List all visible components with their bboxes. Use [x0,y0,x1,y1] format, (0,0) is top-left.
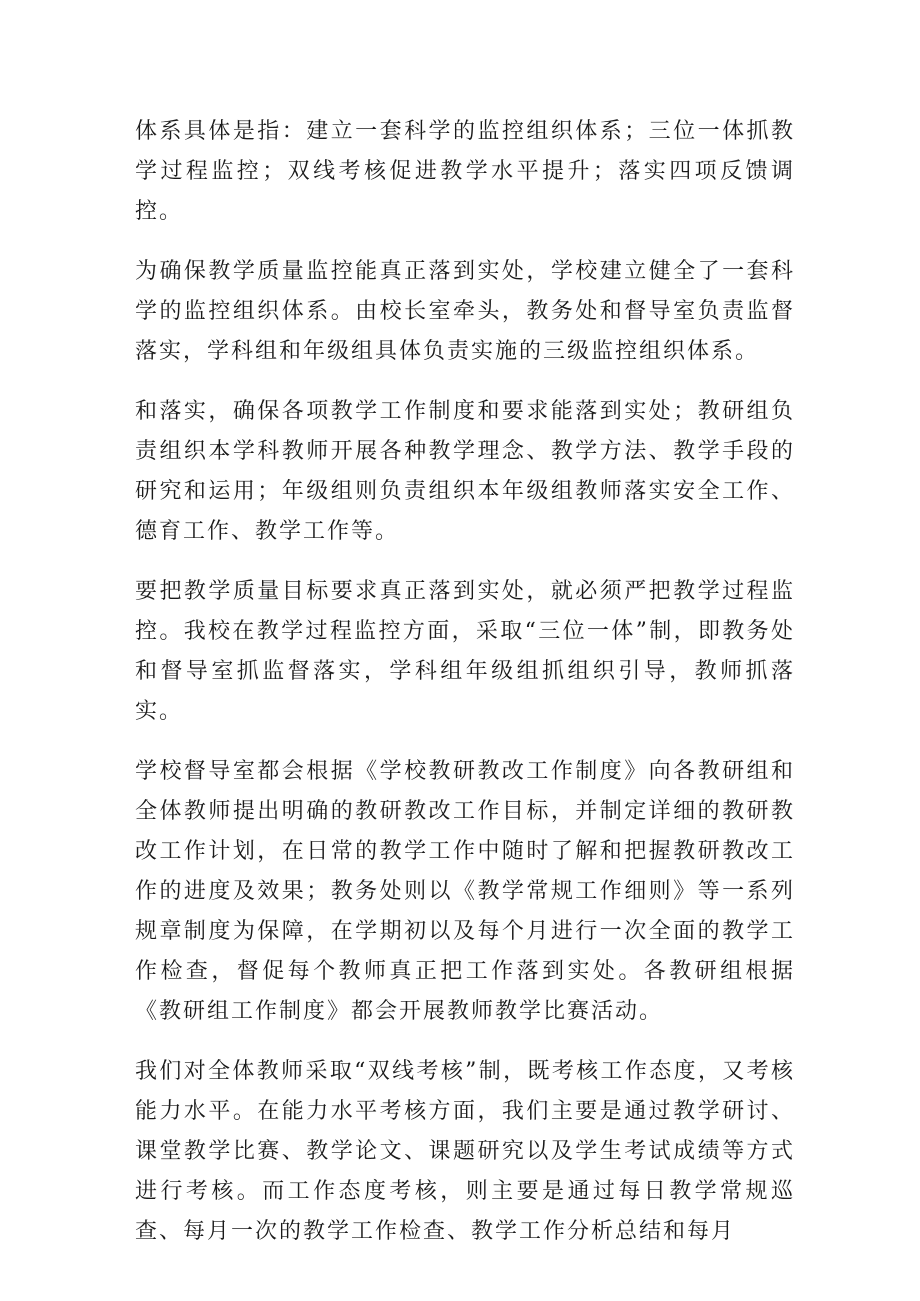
paragraph-3: 和落实，确保各项教学工作制度和要求能落到实处；教研组负责组织本学科教师开展各种教学理念、教学方法、教学手段的研究和运用；年级组则负责组织本年级组教师落实安全工作、德育工作、教学工作等。 [135,399,795,544]
paragraph-1: 体系具体是指：建立一套科学的监控组织体系；三位一体抓教学过程监控；双线考核促进教学水平提升；落实四项反馈调控。 [135,119,795,224]
paragraph-6: 我们对全体教师采取“双线考核”制，既考核工作态度，又考核能力水平。在能力水平考核方面，我们主要是通过教学研讨、课堂教学比赛、教学论文、课题研究以及学生考试成绩等方式进行考核。而工作态度考核，则主要是通过每日教学常规巡查、每月一次的教学工作检查、教学工作分析总结和每月 [135,1059,795,1244]
paragraph-5: 学校督导室都会根据《学校教研教改工作制度》向各教研组和全体教师提出明确的教研教改工作目标，并制定详细的教研教改工作计划，在日常的教学工作中随时了解和把握教研教改工作的进度及效果；教务处则以《教学常规工作细则》等一系列规章制度为保障，在学期初以及每个月进行一次全面的教学工作检查，督促每个教师真正把工作落到实处。各教研组根据《教研组工作制度》都会开展教师教学比赛活动。 [135,759,795,1024]
document-body [135,112,795,1272]
paragraph-2: 为确保教学质量监控能真正落到实处，学校建立健全了一套科学的监控组织体系。由校长室牵头，教务处和督导室负责监督落实，学科组和年级组具体负责实施的三级监控组织体系。 [135,259,795,364]
paragraph-4: 要把教学质量目标要求真正落到实处，就必须严把教学过程监控。我校在教学过程监控方面，采取“三位一体”制，即教务处和督导室抓监督落实，学科组年级组抓组织引导，教师抓落实。 [135,579,795,724]
